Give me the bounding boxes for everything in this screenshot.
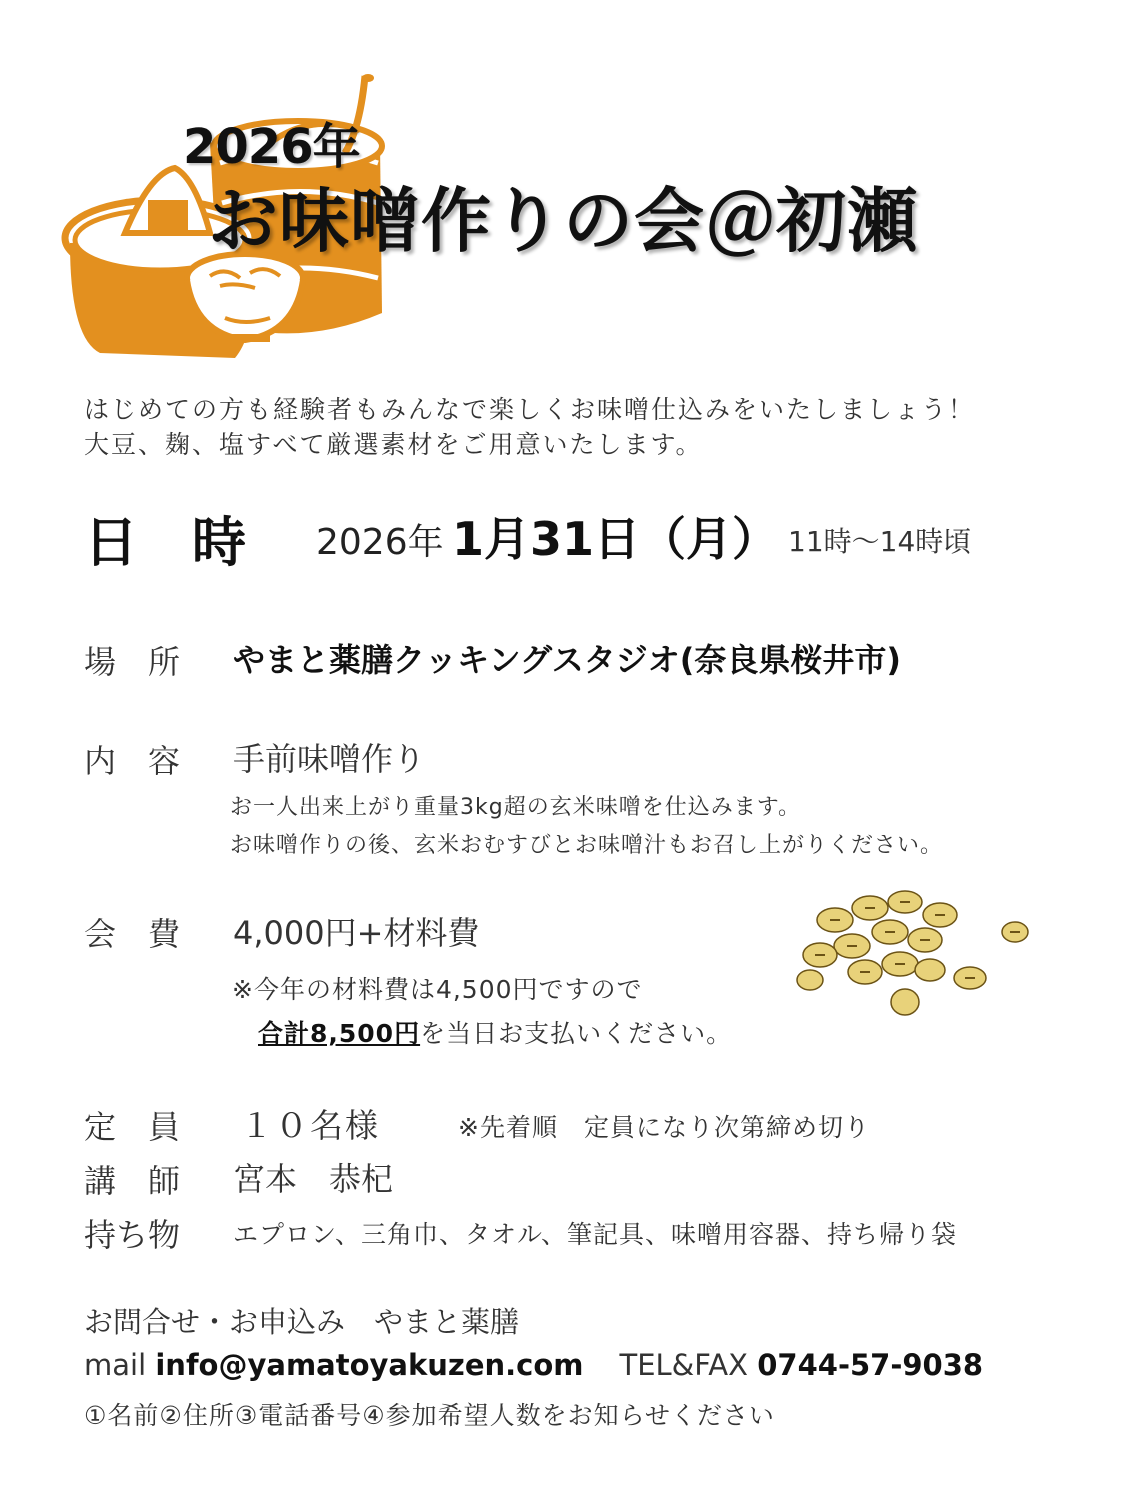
- content-detail-2: お味噌作りの後、玄米おむすびとお味噌汁もお召し上がりください。: [230, 833, 944, 858]
- contact-instructions: ①名前②住所③電話番号④参加希望人数をお知らせください: [84, 1401, 775, 1430]
- tel-label: TEL&FAX: [619, 1348, 758, 1382]
- contact-info: [84, 1348, 983, 1382]
- mail-label: mail: [84, 1348, 156, 1382]
- email-link[interactable]: info@yamatoyakuzen.com: [155, 1348, 584, 1382]
- page-title: お味噌作りの会＠初瀬: [208, 180, 918, 262]
- content-detail-1: お一人出来上がり重量3kg超の玄米味噌を仕込みます。: [230, 795, 801, 820]
- soybean: [797, 970, 823, 990]
- instructor-value: 宮本 恭杞: [233, 1160, 394, 1198]
- datetime-label: 日 時: [84, 511, 246, 574]
- datetime-year: 2026年: [316, 522, 444, 563]
- instructor-label: 講 師: [84, 1162, 181, 1200]
- fee-value: 4,000円+材料費: [233, 914, 480, 952]
- intro-line-1: はじめての方も経験者もみんなで楽しくお味噌仕込みをいたしましょう！: [84, 395, 976, 424]
- place-value: やまと薬膳クッキングスタジオ(奈良県桜井市): [233, 641, 901, 679]
- datetime-time: 11時〜14時頃: [788, 525, 972, 558]
- fee-note-2-text: を当日お支払いください。: [420, 1019, 733, 1048]
- datetime-date: 1月31日（月）: [452, 512, 779, 566]
- soybean: [891, 989, 919, 1015]
- fee-note-1: ※今年の材料費は4,500円ですので: [232, 975, 643, 1004]
- tel-number[interactable]: 0744-57-9038: [757, 1348, 984, 1382]
- title-year: 2026年: [183, 119, 360, 175]
- belongings-value: エプロン、三角巾、タオル、筆記具、味噌用容器、持ち帰り袋: [233, 1220, 958, 1249]
- soybean: [915, 959, 945, 981]
- contact-title: お問合せ・お申込み やまと薬膳: [84, 1305, 520, 1339]
- content-label: 内 容: [84, 742, 181, 780]
- place-label: 場 所: [84, 643, 181, 681]
- soybeans-illustration: [790, 880, 1040, 1030]
- content-value: 手前味噌作り: [233, 740, 426, 778]
- belongings-label: 持ち物: [84, 1216, 181, 1254]
- capacity-note: ※先着順 定員になり次第締め切り: [458, 1113, 870, 1142]
- fee-label: 会 費: [84, 915, 181, 953]
- intro-line-2: 大豆、麹、塩すべて厳選素材をご用意いたします。: [84, 430, 703, 459]
- capacity-value: １０名様: [240, 1106, 380, 1145]
- fee-total: 合計8,500円: [258, 1019, 421, 1048]
- capacity-label: 定 員: [84, 1108, 181, 1146]
- fee-note-2: [258, 1014, 732, 1050]
